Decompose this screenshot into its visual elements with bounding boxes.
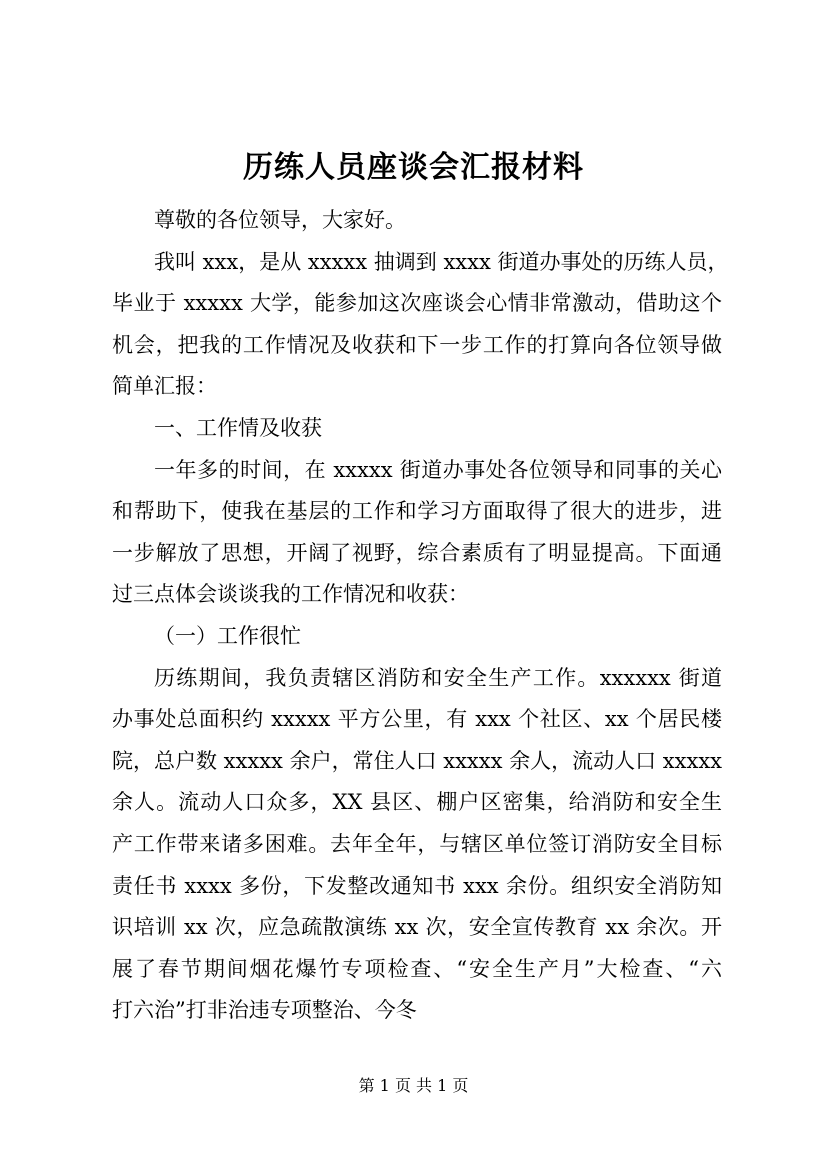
page-footer: 第 1 页 共 1 页 (358, 1076, 469, 1095)
text-line: 和帮助下，使我在基层的工作和学习方面取得了很大的进步，进 (112, 499, 722, 524)
text-line: 毕业于 xxxxx 大学，能参加这次座谈会心情非常激动，借助这个 (112, 291, 722, 316)
text-line: 展了春节期间烟花爆竹专项检查、“安全生产月”大检查、“六 (112, 956, 722, 981)
text-line: 我叫 xxx，是从 xxxxx 抽调到 xxxx 街道办事处的历练人员， (154, 249, 729, 274)
text-line: 机会，把我的工作情况及收获和下一步工作的打算向各位领导做 (112, 332, 722, 357)
text-line: 余人。流动人口众多，XX 县区、棚户区密集，给消防和安全生 (112, 790, 722, 815)
text-line: 产工作带来诸多困难。去年全年，与辖区单位签订消防安全目标 (112, 831, 722, 856)
text-line: 历练期间，我负责辖区消防和安全生产工作。xxxxxx 街道 (154, 665, 722, 690)
document-title: 历练人员座谈会汇报材料 (243, 150, 584, 185)
text-line: 一、工作情及收获 (154, 415, 322, 440)
text-line: 一年多的时间，在 xxxxx 街道办事处各位领导和同事的关心 (154, 457, 722, 482)
text-line: 办事处总面积约 xxxxx 平方公里，有 xxx 个社区、xx 个居民楼 (112, 707, 722, 732)
document-body (112, 200, 729, 1032)
text-line: 识培训 xx 次，应急疏散演练 xx 次，安全宣传教育 xx 余次。开 (112, 915, 722, 940)
text-line: 简单汇报： (112, 374, 217, 399)
text-line: 一步解放了思想，开阔了视野，综合素质有了明显提高。下面通 (112, 540, 722, 565)
text-line: 尊敬的各位领导，大家好。 (154, 208, 406, 232)
text-line: （一）工作很忙 (154, 623, 301, 648)
text-line: 责任书 xxxx 多份，下发整改通知书 xxx 余份。组织安全消防知 (112, 873, 722, 898)
text-line: 院，总户数 xxxxx 余户，常住人口 xxxxx 余人，流动人口 xxxxx (112, 748, 723, 773)
text-line: 打六治”打非治违专项整治、今冬 (112, 998, 417, 1023)
text-line: 过三点体会谈谈我的工作情况和收获： (112, 582, 469, 607)
